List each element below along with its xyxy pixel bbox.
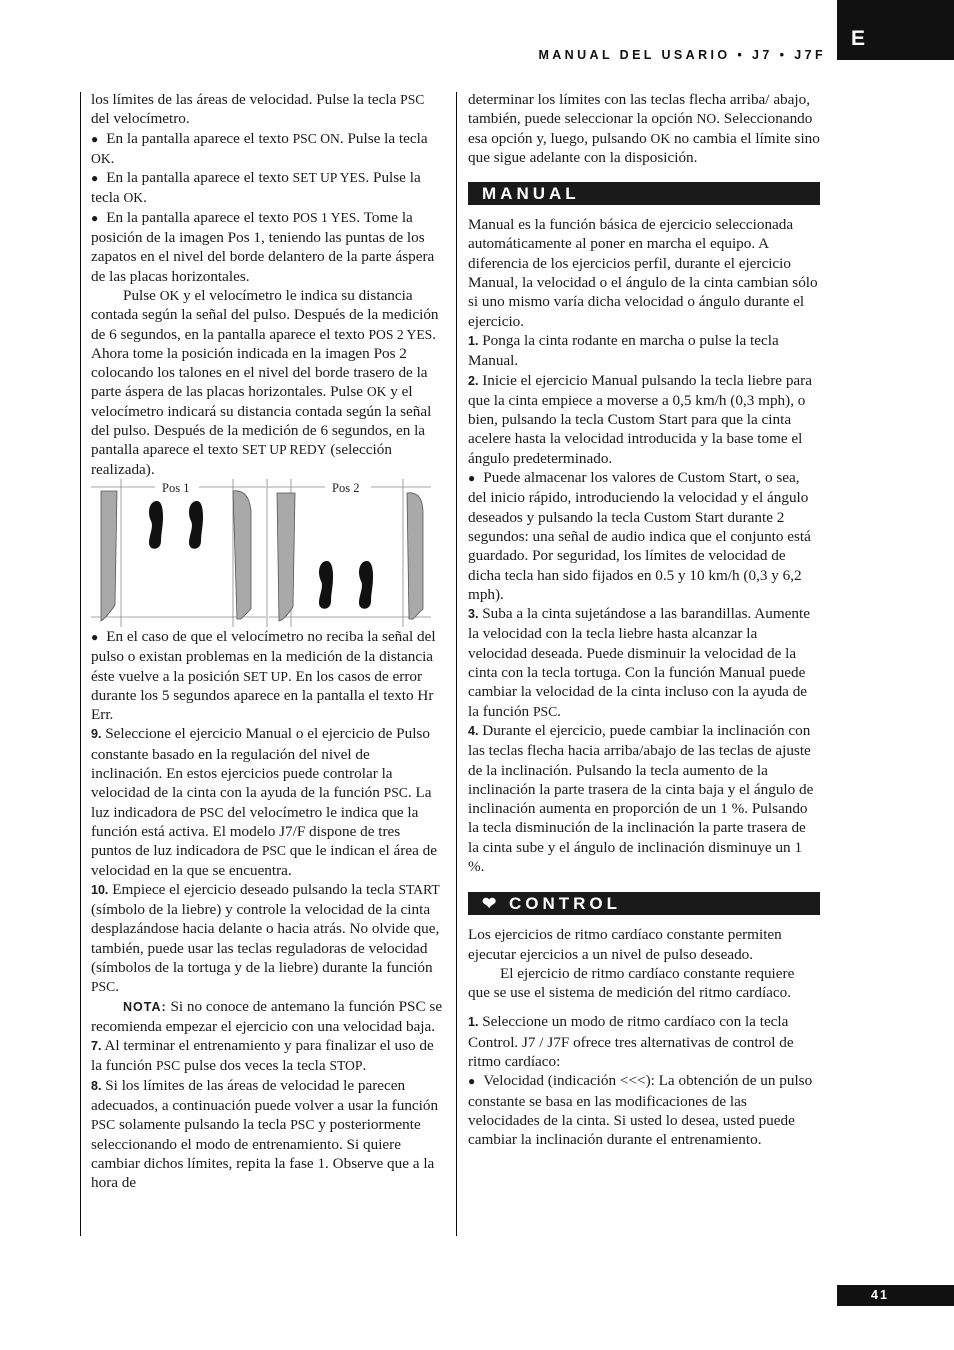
step-8: 8. Si los límites de las áreas de velocidad le parecen adecuados, a continuación puede volver a usar la función PSC solamente pulsando la tecla PSC y posteriormente seleccionando el modo de entrenamiento. Si quiere cambiar dichos límites, repita la fase 1. Observe que a la hora de xyxy=(91,1076,439,1192)
left-column xyxy=(91,90,443,1193)
running-head: MANUAL DEL USARIO • J7 • J7F xyxy=(538,48,826,62)
footprint-diagram xyxy=(91,479,431,627)
right-column xyxy=(468,90,820,1150)
section-heading-control: ❤ CONTROL xyxy=(468,892,820,915)
bullet-icon: ● xyxy=(468,1074,476,1089)
paragraph: Los ejercicios de ritmo cardíaco constante permiten ejecutar ejercicios a un nivel de pulso deseado. xyxy=(468,926,782,963)
language-tab xyxy=(837,0,954,60)
page-number: 41 xyxy=(871,1288,889,1302)
paragraph: los límites de las áreas de velocidad. Pulse la tecla PSC del velocímetro. xyxy=(91,91,425,128)
figure-caption-pos2: Pos 2 xyxy=(332,480,360,495)
step-1: 1. Ponga la cinta rodante en marcha o pulse la tecla Manual. xyxy=(468,331,779,370)
step-4: 4. Durante el ejercicio, puede cambiar la inclinación con las teclas flecha hacia arriba/abajo de las teclas de ajuste de la inclinación. Pulsando la tecla aumento de la inclinación la parte trasera de la cinta baja y el ángulo de inclinación aumenta en proporción de un 1 %. Pulsando la tecla disminución de la inclinación la parte trasera de la cinta sube y el ángulo de inclinación disminuye un 1 %. xyxy=(468,721,814,875)
bullet-item: ● En la pantalla aparece el texto SET UP YES. Pulse la tecla OK. xyxy=(91,169,421,207)
page-number-box xyxy=(837,1285,954,1306)
section-heading-manual: MANUAL xyxy=(468,182,820,205)
step-2: 2. Inicie el ejercicio Manual pulsando la tecla liebre para que la cinta empiece a moverse a 0,5 km/h (0,3 mph), o bien, pulsando la tecla Custom Start para que la cinta acelere hasta la velocidad introducida y la base tome el ángulo predeterminado. xyxy=(468,371,812,467)
language-tab-label: E xyxy=(851,27,866,50)
bullet-icon: ● xyxy=(91,171,99,186)
bullet-icon: ● xyxy=(91,210,99,225)
step-10: 10. Empiece el ejercicio deseado pulsando la tecla START (símbolo de la liebre) y controle la velocidad de la cinta desplazándose hacia delante o hacia atrás. No olvide que, también, puede usar las teclas reguladoras de velocidad (símbolos de la tortuga y de la liebre) durante la función PSC. xyxy=(91,880,440,996)
paragraph: El ejercicio de ritmo cardíaco constante requiere que se use el sistema de medición del ritmo cardíaco. xyxy=(468,964,795,1002)
bullet-item: ● Puede almacenar los valores de Custom Start, o sea, del inicio rápido, introduciendo la velocidad y el ángulo deseados y pulsando la tecla Custom Start durante 2 segundos: una señal de audio indica que el conjunto está guardado. Por seguridad, los límites de velocidad de dicha tecla han sido fijados en 0.5 y 10 km/h (0,3 y 6,2 mph). xyxy=(468,469,811,603)
step-7: 7. Al terminar el entrenamiento y para finalizar el uso de la función PSC pulse dos veces la tecla STOP. xyxy=(91,1037,434,1075)
position-figure xyxy=(91,479,431,627)
paragraph: Pulse OK y el velocímetro le indica su distancia contada según la señal del pulso. Después de la medición de 6 segundos, en la pantalla aparece el texto POS 2 YES. Ahora tome la posición indicada en la imagen Pos 2 colocando los talones en el nivel del borde trasero de la parte áspera de las placas horizontales. Pulse OK y el velocímetro indicará su distancia contada según la señal del pulso. Después de la medición de 6 segundos, en la pantalla aparece el texto SET UP REDY (selección realizada). xyxy=(91,286,439,478)
note: NOTA: Si no conoce de antemano la función PSC se recomienda empezar el ejercicio con una velocidad baja. xyxy=(91,997,443,1035)
step-3: 3. Suba a la cinta sujetándose a las barandillas. Aumente la velocidad con la tecla liebre hasta alcanzar la velocidad deseada. Puede disminuir la velocidad de la cinta con la tecla tortuga. Con la función Manual puede cambiar la velocidad de la cinta incluso con la ayuda de la función PSC. xyxy=(468,605,810,720)
bullet-icon: ● xyxy=(468,471,476,486)
bullet-icon: ● xyxy=(91,629,99,644)
bullet-icon: ● xyxy=(91,131,99,146)
paragraph: determinar los límites con las teclas flecha arriba/ abajo, también, puede seleccionar la opción NO. Seleccionando esa opción y, luego, pulsando OK no cambia el límite sino que sigue adelante con la disposición. xyxy=(468,91,820,166)
bullet-item: ● En el caso de que el velocímetro no reciba la señal del pulso o existan problemas en la medición de la distancia éste vuelve a la posición SET UP. En los casos de error durante los 5 segundos aparece en la pantalla el texto Hr Err. xyxy=(91,627,436,724)
bullet-item: ● Velocidad (indicación <<<): La obtención de un pulso constante se basa en las modificaciones de las velocidades de la cinta. Si usted lo desea, usted puede cambiar la inclinación durante el entrenamiento. xyxy=(468,1072,813,1149)
step-1-control: 1. Seleccione un modo de ritmo cardíaco con la tecla Control. J7 / J7F ofrece tres alternativas de control de ritmo cardíaco: xyxy=(468,1013,794,1071)
bullet-item: ● En la pantalla aparece el texto PSC ON. Pulse la tecla OK. xyxy=(91,129,428,167)
middle-rule xyxy=(456,92,457,1236)
bullet-item: ● En la pantalla aparece el texto POS 1 YES. Tome la posición de la imagen Pos 1, teniendo las puntas de los zapatos en el nivel del borde delantero de la parte áspera de las placas horizontales. xyxy=(91,208,435,285)
figure-caption-pos1: Pos 1 xyxy=(162,480,190,495)
paragraph: Manual es la función básica de ejercicio seleccionada automáticamente al poner en marcha el equipo. A diferencia de los ejercicios perfil, durante el ejercicio Manual, la velocidad o el ángulo de la cinta cambian sólo si uno mismo varía dicha velocidad o ángulo durante el ejercicio. xyxy=(468,216,818,330)
left-rule xyxy=(80,92,81,1236)
heart-icon: ❤ xyxy=(482,894,501,914)
step-9: 9. Seleccione el ejercicio Manual o el ejercicio de Pulso constante basado en la regulación del nivel de inclinación. En estos ejercicios puede controlar la velocidad de la cinta con la ayuda de la función PSC. La luz indicadora de PSC del velocímetro le indica que la función está activa. El modelo J7/F dispone de tres puntos de luz indicadora de PSC que le indican el área de velocidad en la que se encuentra. xyxy=(91,725,437,879)
